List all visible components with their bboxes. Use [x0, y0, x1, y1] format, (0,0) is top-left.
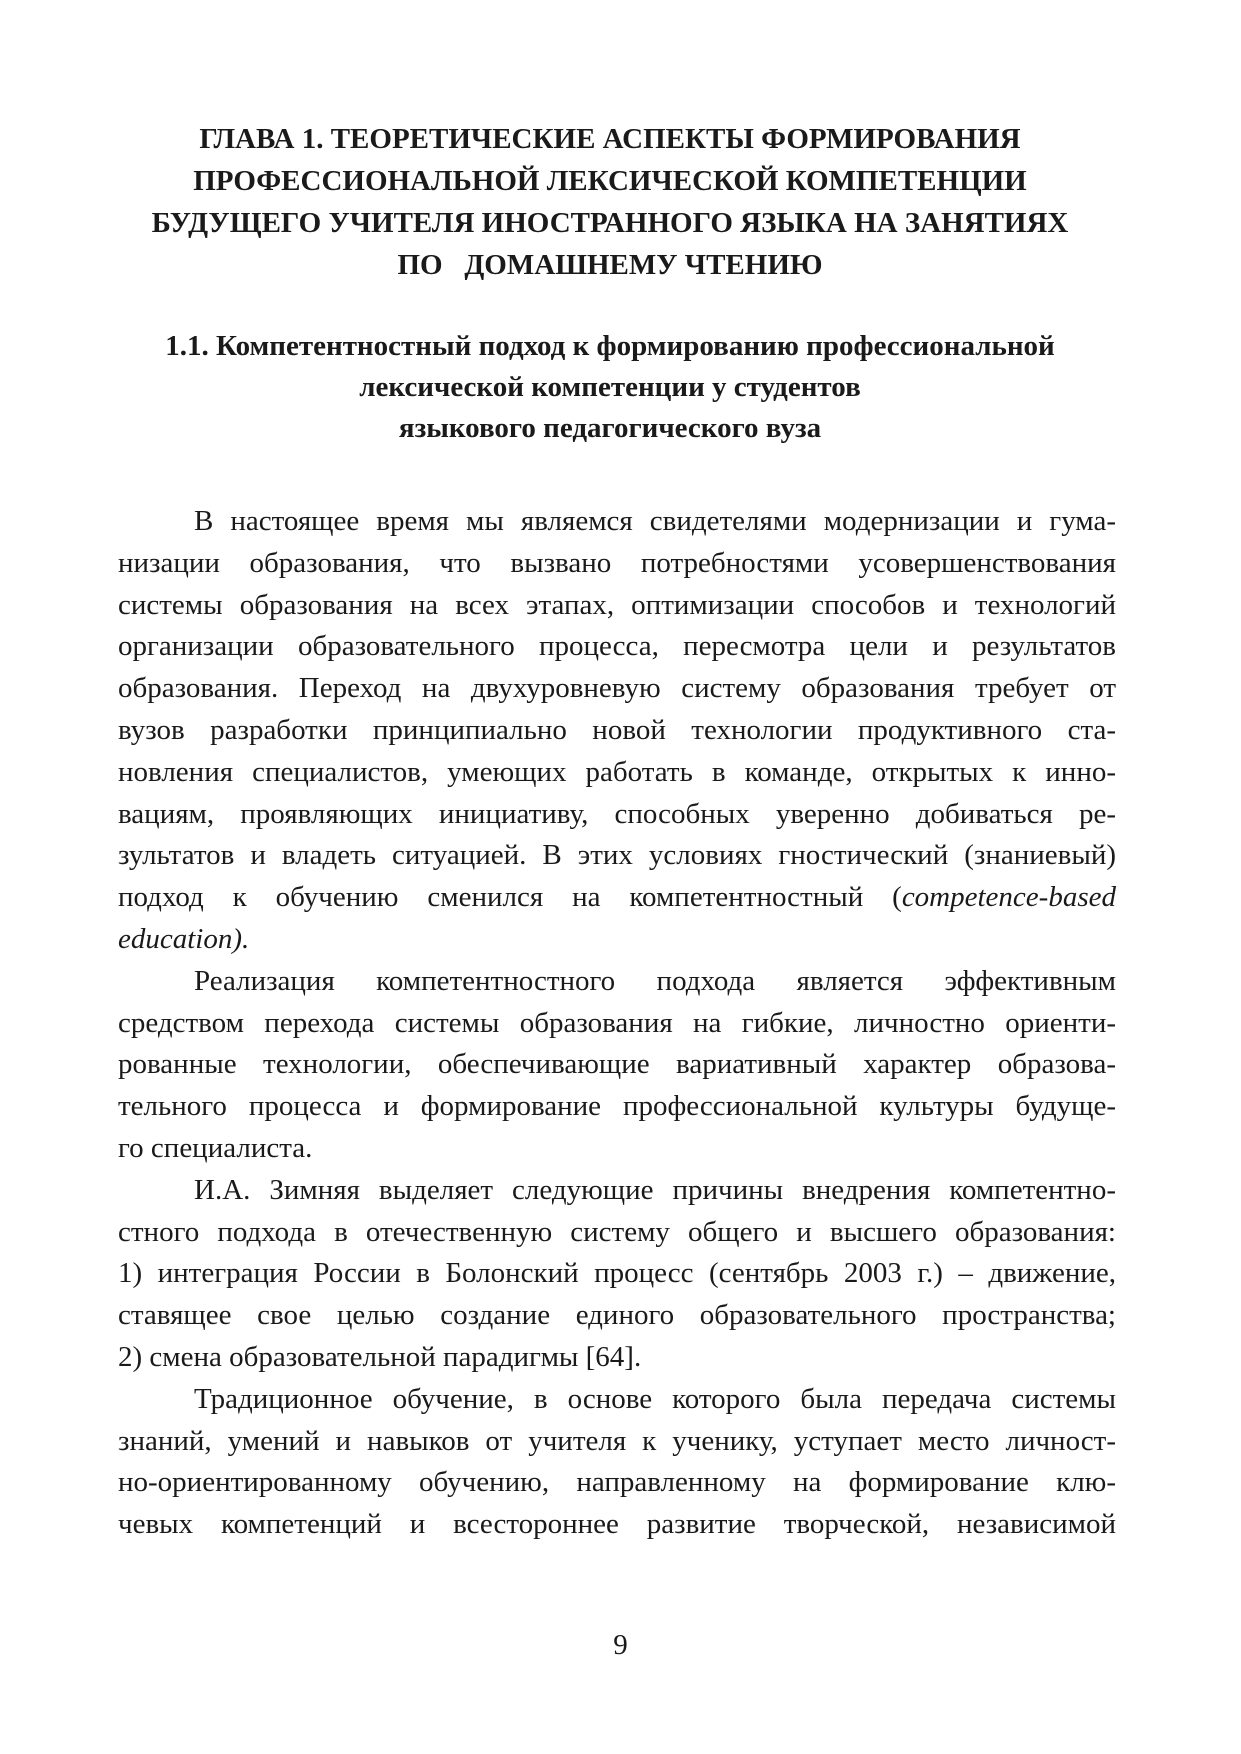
paragraph: [118, 501, 1116, 961]
section-title-line: лексической компетенции у студентов: [359, 371, 861, 403]
text-line: [118, 877, 1116, 919]
text-segment: подход к обучению сменился на компетентностный (: [118, 881, 902, 914]
italic-term: competence-based: [901, 881, 1116, 914]
text-line: Реализация компетентностного подхода является эффективным: [194, 964, 1116, 997]
text-line: 2) смена образовательной парадигмы [64].: [118, 1340, 642, 1373]
section-title-line: языкового педагогического вуза: [398, 412, 822, 444]
text-line: [118, 919, 1116, 961]
text-line: вациям, проявляющих инициативу, способных уверенно добиваться ре-: [118, 797, 1116, 830]
text-line: ставящее свое целью создание единого образовательного пространства;: [118, 1299, 1116, 1332]
text-line: вузов разработки принципиально новой технологии продуктивного ста-: [118, 713, 1116, 746]
text-line: образования. Переход на двухуровневую систему образования требует от: [118, 672, 1116, 705]
text-line: го специалиста.: [118, 1131, 313, 1164]
italic-term: education).: [118, 922, 250, 955]
paragraph: [118, 1170, 1116, 1379]
page-number: 9: [613, 1629, 628, 1661]
text-line: 1) интеграция России в Болонский процесс (сентябрь 2003 г.) – движение,: [118, 1257, 1116, 1290]
text-line: организации образовательного процесса, пересмотра цели и результатов: [118, 630, 1116, 663]
text-line: И.А. Зимняя выделяет следующие причины внедрения компетентно-: [194, 1173, 1116, 1206]
text-line: системы образования на всех этапах, оптимизации способов и технологий: [118, 588, 1116, 621]
text-line: Традиционное обучение, в основе которого была передача системы: [194, 1382, 1116, 1415]
text-line: чевых компетенций и всестороннее развитие творческой, независимой: [118, 1508, 1116, 1541]
text-line: низации образования, что вызвано потребностями усовершенствования: [118, 546, 1116, 579]
text-line: В настоящее время мы являемся свидетелями модернизации и гума-: [194, 505, 1116, 537]
text-line: тельного процесса и формирование профессиональной культуры будуще-: [118, 1090, 1116, 1123]
text-line: зультатов и владеть ситуацией. В этих условиях гностический (знаниевый): [118, 839, 1116, 872]
chapter-title-line: ПО ДОМАШНЕМУ ЧТЕНИЮ: [397, 249, 823, 281]
section-title: [110, 326, 1110, 449]
chapter-title-line: ПРОФЕССИОНАЛЬНОЙ ЛЕКСИЧЕСКОЙ КОМПЕТЕНЦИИ: [193, 165, 1027, 197]
chapter-title: [110, 118, 1110, 286]
paragraph: [118, 961, 1116, 1170]
text-line: но-ориентированному обучению, направленному на формирование клю-: [118, 1466, 1116, 1499]
text-line: новления специалистов, умеющих работать в команде, открытых к инно-: [118, 755, 1116, 788]
paragraph: [118, 1379, 1116, 1546]
text-line: рованные технологии, обеспечивающие вариативный характер образова-: [118, 1048, 1116, 1081]
body-text: [118, 501, 1116, 1546]
text-line: средством перехода системы образования на гибкие, личностно ориенти-: [118, 1006, 1116, 1039]
chapter-title-line: ГЛАВА 1. ТЕОРЕТИЧЕСКИЕ АСПЕКТЫ ФОРМИРОВАНИЯ: [199, 123, 1021, 155]
section-title-line: 1.1. Компетентностный подход к формированию профессиональной: [165, 330, 1055, 362]
text-line: стного подхода в отечественную систему общего и высшего образования:: [118, 1215, 1116, 1248]
chapter-title-line: БУДУЩЕГО УЧИТЕЛЯ ИНОСТРАННОГО ЯЗЫКА НА ЗАНЯТИЯХ: [151, 207, 1069, 239]
text-line: знаний, умений и навыков от учителя к ученику, уступает место личност-: [118, 1424, 1116, 1457]
